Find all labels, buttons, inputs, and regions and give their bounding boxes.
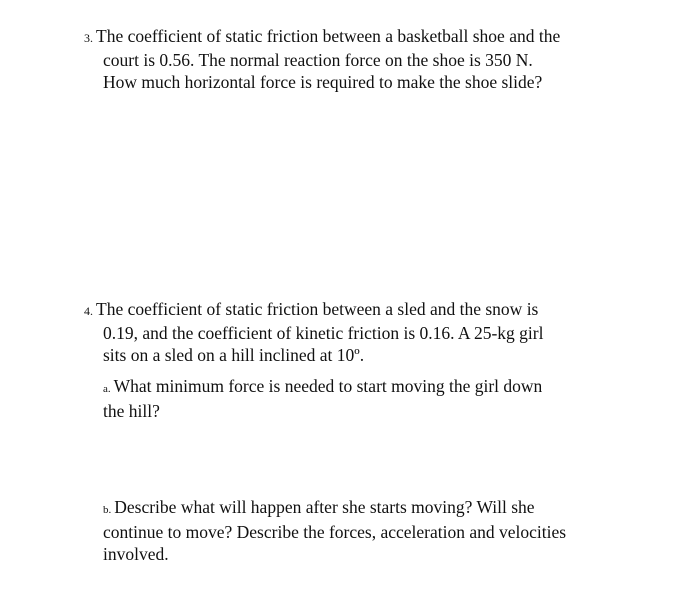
part-a-line-1 (103, 375, 643, 400)
part-b-letter: b. (103, 504, 112, 516)
problem-4-text-1: The coefficient of static friction between a sled and the snow is (96, 299, 539, 319)
problem-3-line-1 (84, 25, 644, 49)
part-b-line-3: involved. (103, 544, 169, 564)
problem-3-text-1: The coefficient of static friction between a basketball shoe and the (96, 26, 561, 46)
part-a-text-1: What minimum force is needed to start moving the girl down (113, 376, 543, 396)
problem-4-part-b (103, 496, 643, 565)
problem-4-part-a (103, 375, 643, 422)
problem-4 (84, 298, 644, 366)
part-b-line-2: continue to move? Describe the forces, acceleration and velocities (103, 522, 567, 542)
part-a-line-2: the hill? (103, 401, 160, 421)
problem-3 (84, 25, 644, 93)
problem-3-line-3: How much horizontal force is required to make the shoe slide? (103, 72, 543, 92)
problem-3-number: 3. (84, 31, 93, 45)
problem-4-line-1 (84, 298, 644, 322)
problem-3-line-2: court is 0.56. The normal reaction force on the shoe is 350 N. (103, 50, 533, 70)
problem-4-line-2: 0.19, and the coefficient of kinetic friction is 0.16. A 25-kg girl (103, 323, 544, 343)
part-b-text-1: Describe what will happen after she starts moving? Will she (114, 497, 535, 517)
part-b-line-1 (103, 496, 643, 521)
problem-4-number: 4. (84, 304, 93, 318)
part-a-letter: a. (103, 383, 111, 395)
problem-4-line-3: sits on a sled on a hill inclined at 10º. (103, 345, 365, 365)
